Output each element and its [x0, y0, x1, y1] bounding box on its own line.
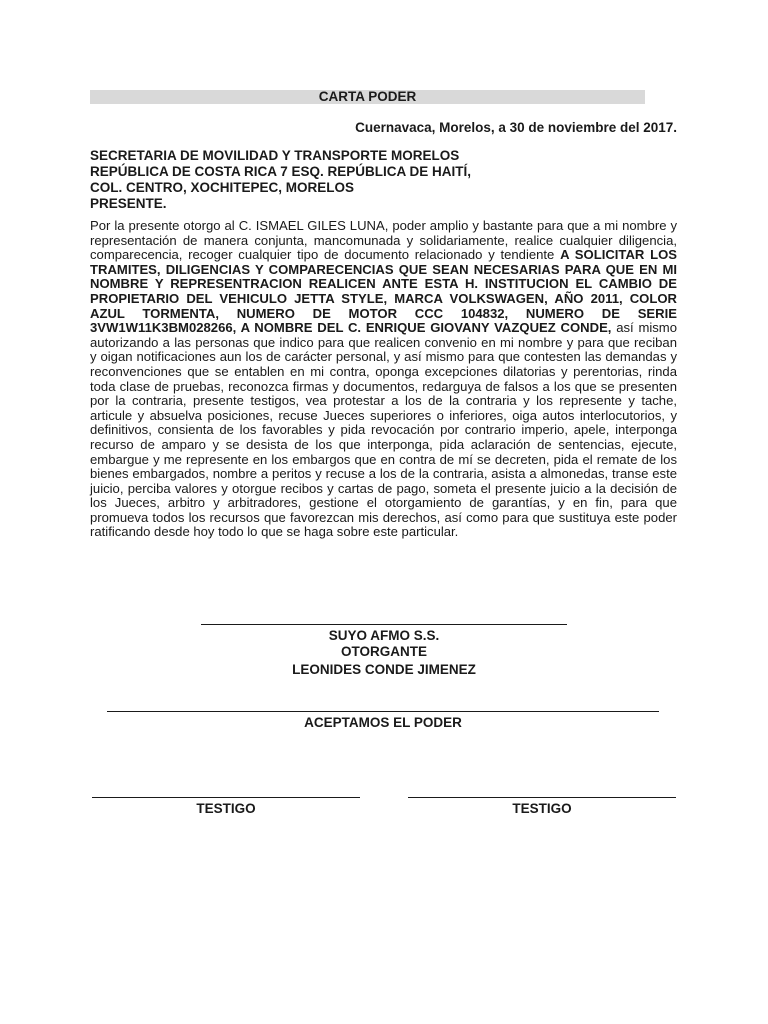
grantor-signature-line [201, 624, 567, 625]
acceptance-label: ACEPTAMOS EL PODER [304, 715, 462, 730]
recipient-line: PRESENTE. [90, 196, 167, 211]
witness-right-label: TESTIGO [512, 801, 572, 816]
recipient-line: COL. CENTRO, XOCHITEPEC, MORELOS [90, 180, 355, 195]
witness-left-signature-line [92, 797, 360, 798]
witness-left-label: TESTIGO [196, 801, 256, 816]
recipient-block [90, 148, 471, 212]
document-title: CARTA PODER [318, 89, 417, 104]
witness-right-signature-line [408, 797, 676, 798]
body-text-rest: así mismo autorizando a las personas que indico para que realicen convenio en mi nombre y para que reciban y oigan notificaciones aun los de carácter personal, y así mismo para que contesten las demandas y reconvenciones que se entablen en mi contra, oponga excepciones dilatorias y perentorias, rinda toda clase de pruebas, reconozca firmas y documentos, redarguya de falsos a los que se presenten por la contraria, presente testigos, vea protestar a los de la contraria y los represente y tache, articule y absuelva posiciones, recuse Jueces superiores o inferiores, oiga autos interlocutorios, y definitivos, consienta de los favorables y pida revocación por contrario imperio, apele, interponga recurso de amparo y se desista de los que interponga, pida aclaración de sentencias, ejecute, embargue y me represente en los embargos que en contra de mí se decreten, pida el remate de los bienes embargados, nombre a peritos y recuse a los de la contraria, asista a almonedas, transe este juicio, perciba valores y otorgue recibos y cartas de pago, someta el presente juicio a la decisión de los Jueces, arbitro y arbitradores, gestione el otorgamiento de garantías, y en fin, para que promueva todos los recursos que favorezcan mis derechos, así como para que sustituya este poder ratificando desde hoy todo lo que se haga sobre este particular. [90, 320, 677, 540]
recipient-line: REPÚBLICA DE COSTA RICA 7 ESQ. REPÚBLICA DE HAITÍ, [90, 164, 472, 179]
acceptance-signature-line [107, 711, 659, 712]
grantor-role: OTORGANTE [340, 644, 427, 659]
grantor-closing: SUYO AFMO S.S. [328, 628, 440, 643]
body-text-intro: Por la presente otorgo al C. ISMAEL GILES LUNA, poder amplio y bastante para que a mi nombre y representación de manera conjunta, mancomunada y solidariamente, realice cualquier diligencia, comparecencia, recoger cualquier tipo de documento relacionado y tendiente [90, 218, 677, 263]
body-text-bold: A SOLICITAR LOS TRAMITES, DILIGENCIAS Y COMPARECENCIAS QUE SEAN NECESARIAS PARA QUE EN MI NOMBRE Y REPRESENTRACION REALICEN ANTE ESTA H. INSTITUCION EL CAMBIO DE PROPIETARIO DEL VEHICULO JETTA STYLE, MARCA VOLKSWAGEN, AÑO 2011, COLOR AZUL TORMENTA, NUMERO DE MOTOR CCC 104832, NUMERO DE SERIE 3VW1W11K3BM028266, A NOMBRE DEL C. ENRIQUE GIOVANY VAZQUEZ CONDE, [90, 247, 677, 336]
body-paragraph [90, 219, 677, 540]
grantor-block [201, 628, 567, 678]
recipient-line: SECRETARIA DE MOVILIDAD Y TRANSPORTE MORELOS [90, 148, 460, 163]
grantor-name: LEONIDES CONDE JIMENEZ [292, 662, 476, 677]
place-and-date: Cuernavaca, Morelos, a 30 de noviembre del 2017. [355, 120, 677, 135]
